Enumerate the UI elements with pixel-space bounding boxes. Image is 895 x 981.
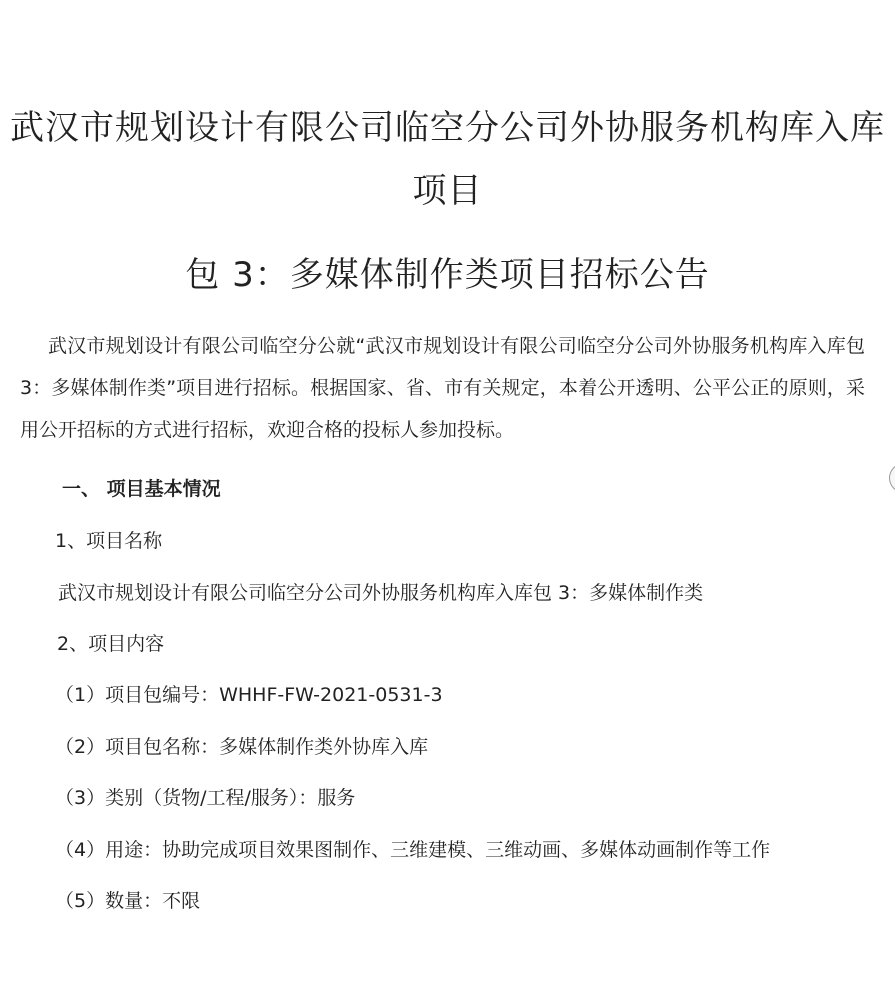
document-subtitle: 包 3：多媒体制作类项目招标公告 bbox=[185, 255, 710, 295]
quantity-item: （5）数量：不限 bbox=[55, 890, 201, 912]
project-content-label: 2、项目内容 bbox=[57, 633, 165, 655]
package-name-item: （2）项目包名称：多媒体制作类外协库入库 bbox=[55, 736, 429, 758]
usage-item: （4）用途：协助完成项目效果图制作、三维建模、三维动画、多媒体动画制作等工作 bbox=[55, 839, 771, 861]
document-title-line2: 项目 bbox=[412, 171, 483, 211]
side-tab-handle[interactable] bbox=[889, 463, 895, 493]
package-number-item: （1）项目包编号：WHHF-FW-2021-0531-3 bbox=[55, 684, 443, 706]
section-heading-basic-info: 一、 项目基本情况 bbox=[62, 478, 221, 500]
intro-paragraph: 武汉市规划设计有限公司临空分公就“武汉市规划设计有限公司临空分公司外协服务机构库入库包 3：多媒体制作类”项目进行招标。根据国家、省、市有关规定，本着公开透明、公平公正的原则，采用公开招标的方式进行招标，欢迎合格的投标人参加投标。 bbox=[20, 335, 865, 441]
project-name-label: 1、项目名称 bbox=[55, 530, 163, 552]
document-title-line1: 武汉市规划设计有限公司临空分公司外协服务机构库入库 bbox=[10, 108, 885, 148]
category-item: （3）类别（货物/工程/服务）：服务 bbox=[55, 787, 356, 809]
project-name-value: 武汉市规划设计有限公司临空分公司外协服务机构库入库包 3：多媒体制作类 bbox=[58, 582, 704, 604]
